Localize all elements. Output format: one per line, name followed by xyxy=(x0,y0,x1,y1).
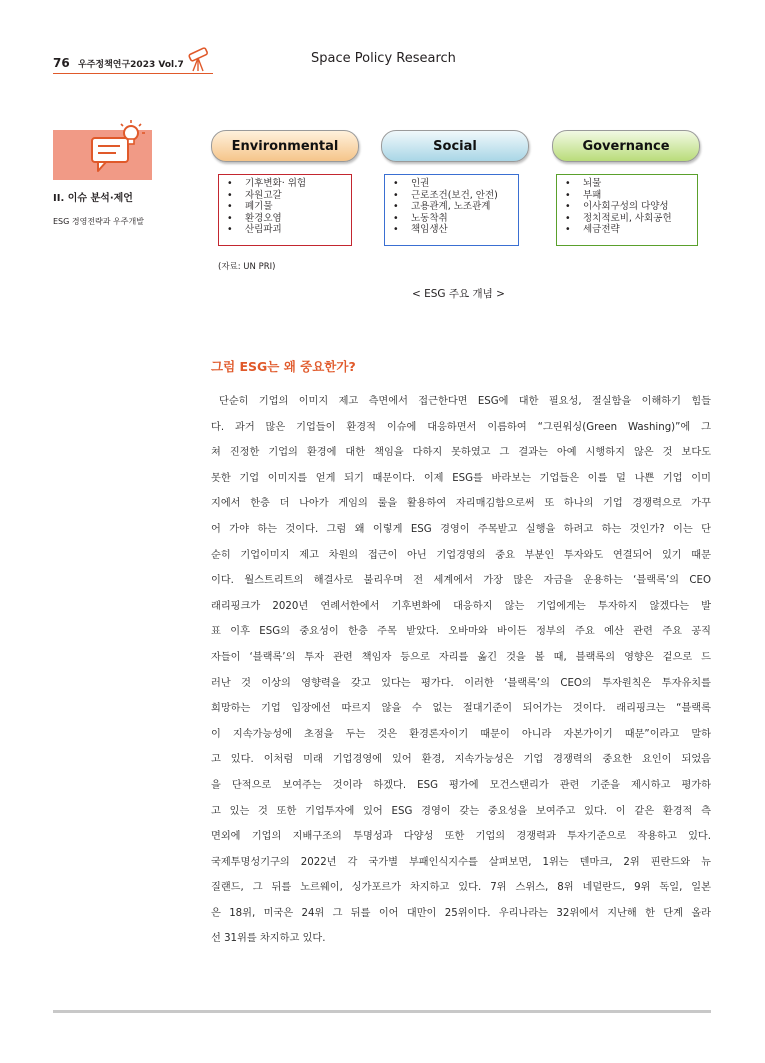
telescope-icon xyxy=(186,44,212,72)
sidebar-section-title: II. 이슈 분석·제언 xyxy=(53,193,133,204)
section-heading: 그럼 ESG는 왜 중요한가? xyxy=(211,359,356,374)
body-line: 어 가야 하는 것이다. 그럼 왜 이렇게 ESG 경영이 주목받고 실행을 하려고 하는 것인가? 이는 단 xyxy=(211,523,711,535)
diagram-source: (자료: UN PRI) xyxy=(218,262,276,272)
list-item: • 뇌물 xyxy=(565,178,602,189)
body-line: 자들이 ‘블랙록’의 투자 관련 책임자 등으로 자리를 옮긴 것을 볼 때, 블랙록의 영향은 겉으로 드 xyxy=(211,651,711,663)
governance-list xyxy=(556,174,698,246)
running-title: Space Policy Research xyxy=(311,51,456,66)
journal-name: 우주정책연구2023 Vol.7 xyxy=(78,60,184,70)
list-item: • 환경오염 xyxy=(227,212,282,224)
list-item: • 세금전략 xyxy=(565,224,620,236)
body-line: 국제투명성기구의 2022년 각 국가별 부패인식지수를 살펴보면, 1위는 덴마크, 2위 핀란드와 뉴 xyxy=(211,856,711,868)
list-item: • 산림파괴 xyxy=(227,224,282,236)
body-line: 쳐 진정한 기업의 환경에 대한 책임을 다하지 못하였고 그 결과는 아예 시행하지 않은 것 보다도 xyxy=(211,447,711,459)
list-item: • 부패 xyxy=(565,189,602,201)
body-line: 래리핑크가 2020년 연례서한에서 기후변화에 대응하지 않는 기업에게는 투자하지 않겠다는 발 xyxy=(211,600,711,612)
body-line: 이 지속가능성에 초점을 두는 것은 환경론자이기 때문이 아니라 자본가이기 때문”이라고 말하 xyxy=(211,728,711,740)
diagram-caption: < ESG 주요 개념 > xyxy=(412,288,505,300)
list-item: • 인권 xyxy=(393,178,430,189)
body-line: 고 있는 것 또한 기업투자에 있어 ESG 경영이 갖는 중요성을 보여주고 있다. 이 같은 환경적 측 xyxy=(211,805,711,817)
list-item: • 이사회구성의 다양성 xyxy=(565,201,669,213)
body-line: 희망하는 기업 입장에선 따르지 않을 수 없는 절대기준이 되어가는 것이다. 래리핑크는 “블랙록 xyxy=(211,703,711,715)
social-list xyxy=(384,174,519,246)
page-number: 76 xyxy=(53,56,70,70)
sidebar-subsection: ESG 경영전략과 우주개발 xyxy=(53,217,144,226)
body-line: 지에서 한층 더 나아가 게임의 룰을 활용하여 자리매김함으로써 또 하나의 기업 경쟁력으로 가꾸 xyxy=(211,498,711,510)
body-line: 질랜드, 그 뒤를 노르웨이, 싱가포르가 차지하고 있다. 7위 스위스, 8위 네덜란드, 9위 독일, 일본 xyxy=(211,882,711,894)
body-line: 고 있다. 이처럼 미래 기업경영에 있어 환경, 지속가능성은 기업 경쟁력의 중요한 요인이 되었음 xyxy=(211,754,711,766)
environmental-header: Environmental xyxy=(211,130,359,162)
body-line: 러난 것 이상의 영향력을 갖고 있다는 평가다. 이러한 ‘블랙록’의 CEO의 투자원칙은 투자유치를 xyxy=(211,677,711,689)
social-header: Social xyxy=(381,130,529,162)
list-item: • 근로조건(보건, 안전) xyxy=(393,189,498,201)
body-line: 이다. 월스트리트의 해결사로 불리우며 전 세계에서 가장 많은 자금을 운용하는 ‘블랙록’의 CEO xyxy=(211,575,711,587)
body-line: 을 단적으로 보여주는 것이라 하겠다. ESG 평가에 모건스탠리가 관련 기준을 제시하고 평가하 xyxy=(211,779,711,791)
list-item: • 고용관계, 노조관계 xyxy=(393,201,491,213)
header-rule xyxy=(53,73,213,74)
list-item: • 책임생산 xyxy=(393,224,448,236)
body-line: 순히 기업이미지 제고 차원의 접근이 아닌 기업경영의 중요 부분인 투자와도 연결되어 있기 때문 xyxy=(211,549,711,561)
list-item: • 정치적로비, 사회공헌 xyxy=(565,212,672,224)
list-item: • 노동착취 xyxy=(393,212,448,224)
speech-bubble-lightbulb-icon xyxy=(88,118,148,174)
body-line: 못한 기업 이미지를 얻게 되기 때문이다. 이제 ESG를 바라보는 기업들은 이를 덜 나쁜 기업 이미 xyxy=(211,472,711,484)
footer-rule xyxy=(53,1010,711,1013)
body-line: 단순히 기업의 이미지 제고 측면에서 접근한다면 ESG에 대한 필요성, 절실함을 이해하기 힘들 xyxy=(219,396,711,407)
body-line: 은 18위, 미국은 24위 그 뒤를 이어 대만이 25위이다. 우리나라는 32위에서 지난해 한 단계 올라 xyxy=(211,907,711,919)
body-line: 면외에 기업의 지배구조의 투명성과 다양성 또한 기업의 경쟁력과 투자기준으로 작용하고 있다. xyxy=(211,831,711,843)
governance-header: Governance xyxy=(552,130,700,162)
list-item: • 기후변화· 위험 xyxy=(227,178,307,189)
body-line: 선 31위를 차지하고 있다. xyxy=(211,933,326,945)
body-line: 다. 과거 많은 기업들이 환경적 이슈에 대응하면서 이름하여 “그린워싱(Green Washing)”에 그 xyxy=(211,421,711,433)
list-item: • 자원고갈 xyxy=(227,189,282,201)
environmental-list xyxy=(218,174,352,246)
list-item: • 폐기물 xyxy=(227,201,273,213)
body-paragraph xyxy=(211,389,711,952)
body-line: 표 이후 ESG의 중요성이 한층 주목 받았다. 오바마와 바이든 정부의 주요 예산 관련 주요 공직 xyxy=(211,626,711,638)
